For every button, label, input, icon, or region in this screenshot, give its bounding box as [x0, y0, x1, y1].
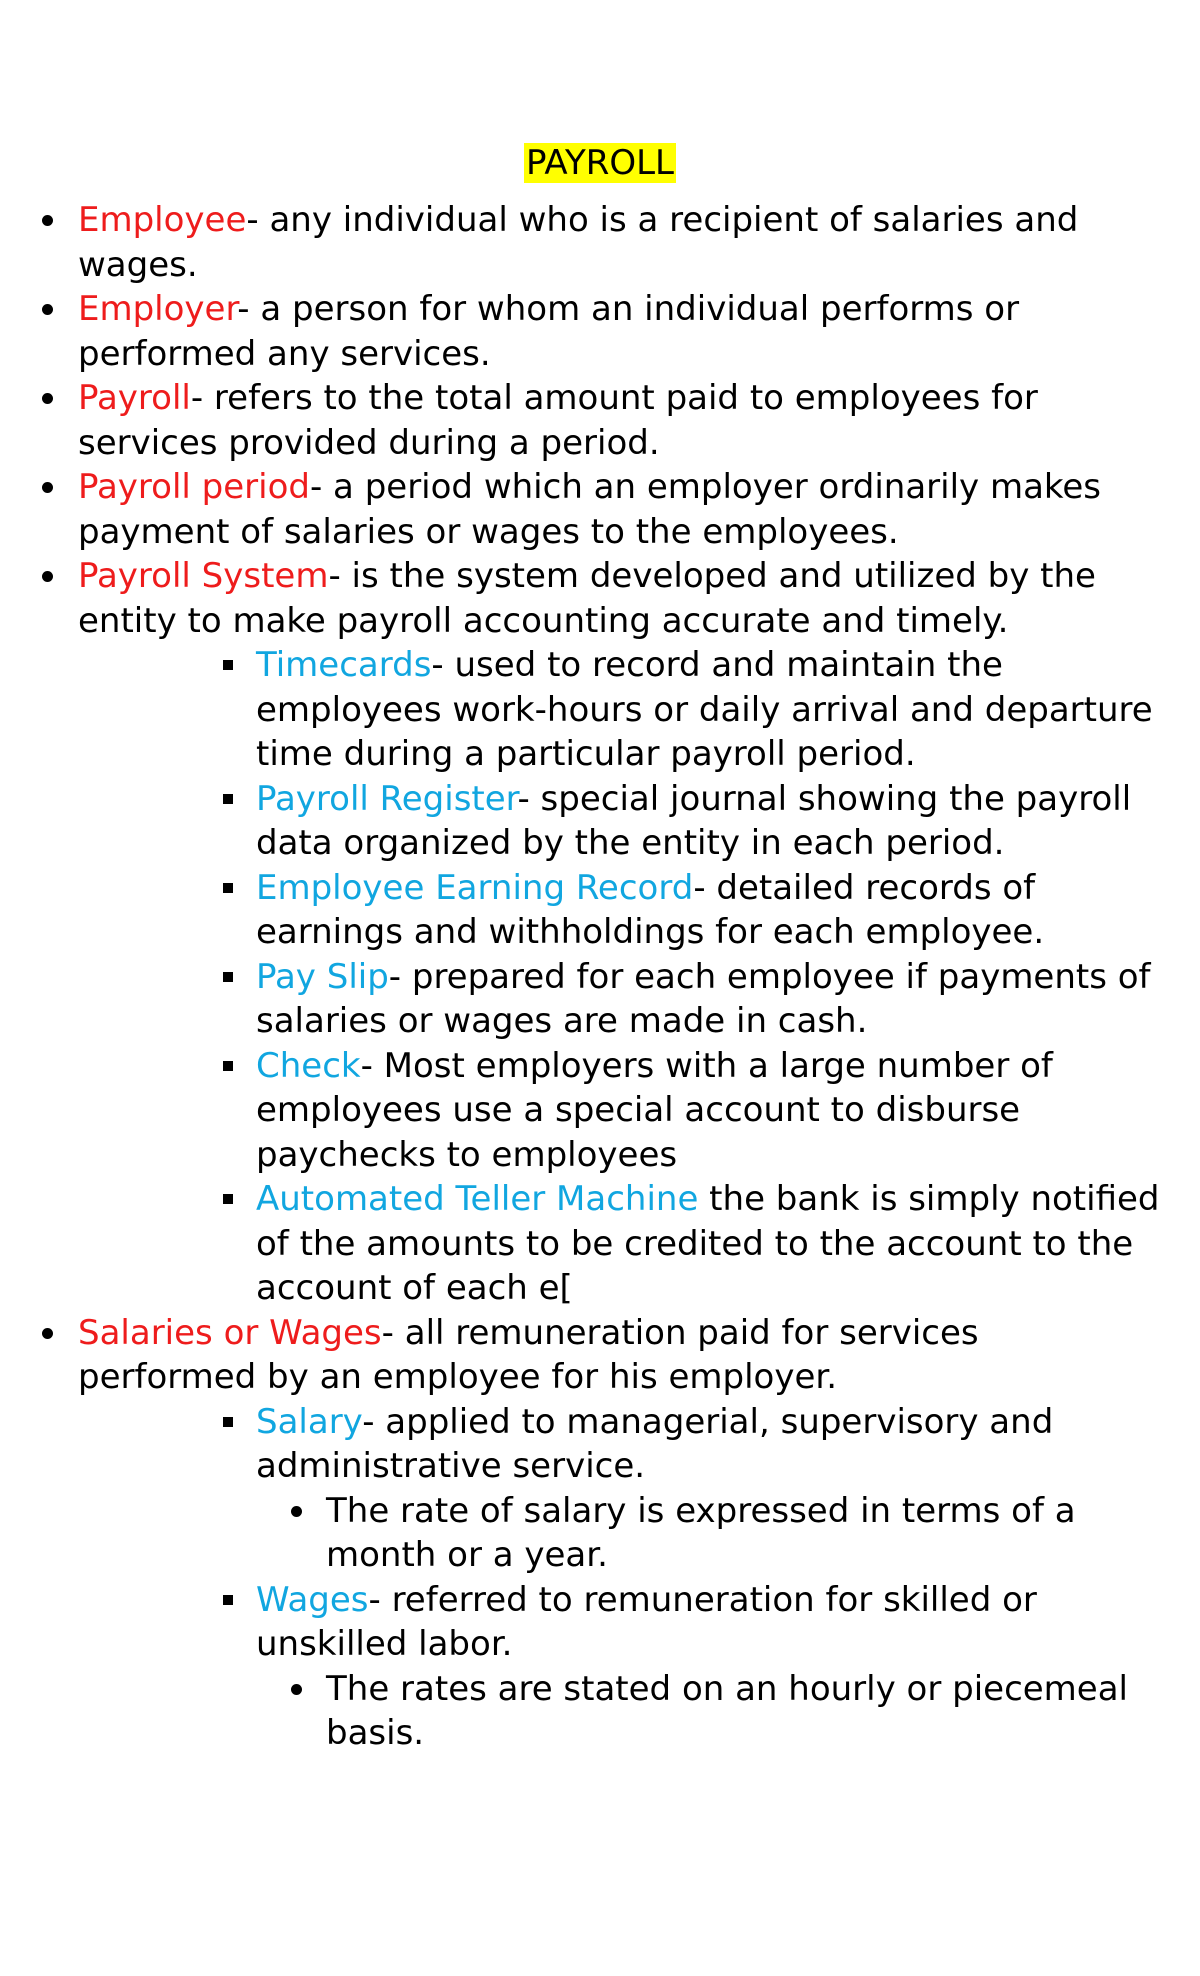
term-employee-earning-record: Employee Earning Record: [256, 867, 694, 908]
square-bullet-icon: [223, 1194, 233, 1204]
list-item-timecards: [0, 643, 1176, 777]
bullet-icon: [291, 1506, 302, 1517]
definition-employee: - any individual who is a recipient of salaries and wages.: [78, 200, 1079, 285]
note-wages-rate: The rates are stated on an hourly or piecemeal basis.: [326, 1668, 1129, 1753]
list-item-payroll-period: [0, 465, 1128, 554]
bullet-icon: [42, 571, 53, 582]
term-employee: Employee: [78, 200, 247, 240]
term-employer: Employer: [78, 289, 238, 329]
definition-check: - Most employers with a large number of employees use a special account to disburse paychecks to employees: [256, 1045, 1053, 1175]
definition-wages: - referred to remuneration for skilled or unskilled labor.: [256, 1579, 1037, 1664]
definition-payroll-system: - is the system developed and utilized by the entity to make payroll accounting accurate and timely.: [78, 556, 1096, 641]
square-bullet-icon: [223, 1595, 233, 1605]
list-item-check: [0, 1044, 1176, 1178]
square-bullet-icon: [223, 1061, 233, 1071]
definition-employee-earning-record: - detailed records of earnings and withholdings for each employee.: [256, 867, 1045, 952]
definition-payroll-period: - a period which an employer ordinarily makes payment of salaries or wages to the employees.: [78, 467, 1102, 552]
term-automated-teller-machine: Automated Teller Machine: [256, 1179, 699, 1219]
term-salaries-or-wages: Salaries or Wages: [78, 1312, 382, 1353]
bullet-icon: [42, 482, 53, 493]
definition-payroll: - refers to the total amount paid to employees for services provided during a period.: [78, 378, 1038, 463]
note-salary-rate: The rate of salary is expressed in terms of a month or a year.: [326, 1490, 1076, 1575]
list-item-payroll-system: [0, 554, 1128, 643]
term-pay-slip: Pay Slip: [256, 956, 389, 997]
list-item-wages-rate: [0, 1667, 1186, 1756]
term-wages: Wages: [256, 1579, 369, 1620]
definition-salaries-or-wages: - all remuneration paid for services performed by an employee for his employer.: [78, 1312, 979, 1397]
list-item-payroll: [0, 376, 1128, 465]
title-row: [0, 140, 1200, 186]
term-payroll-register: Payroll Register: [256, 778, 518, 819]
list-item-employee-earning-record: [0, 866, 1176, 955]
term-payroll: Payroll: [78, 378, 191, 418]
square-bullet-icon: [223, 972, 233, 982]
bullet-icon: [291, 1684, 302, 1695]
term-payroll-system: Payroll System: [78, 556, 329, 596]
list-item-salaries-or-wages: [0, 1311, 1128, 1400]
definition-payroll-register: - special journal showing the payroll data organized by the entity in each period.: [256, 778, 1132, 863]
list-item-salary: [0, 1400, 1176, 1489]
definition-employer: - a person for whom an individual performs or performed any services.: [78, 289, 1020, 374]
square-bullet-icon: [223, 660, 233, 670]
definition-salary: - applied to managerial, supervisory and administrative service.: [256, 1401, 1054, 1486]
definition-timecards: - used to record and maintain the employees work-hours or daily arrival and departure time during a particular payroll period.: [256, 645, 1153, 774]
list-item-pay-slip: [0, 955, 1176, 1044]
list-item-wages: [0, 1578, 1176, 1667]
term-timecards: Timecards: [256, 645, 432, 685]
bullet-icon: [42, 1328, 53, 1339]
square-bullet-icon: [223, 1417, 233, 1427]
definition-automated-teller-machine: the bank is simply notified of the amounts to be credited to the account to the account of each e[: [256, 1179, 1160, 1308]
bullet-icon: [42, 304, 53, 315]
term-payroll-period: Payroll period: [78, 467, 310, 507]
bullet-icon: [42, 215, 53, 226]
square-bullet-icon: [223, 794, 233, 804]
list-item-automated-teller-machine: [0, 1177, 1176, 1311]
list-item-employee: [0, 198, 1128, 287]
page-title: PAYROLL: [526, 143, 674, 183]
term-salary: Salary: [256, 1401, 363, 1442]
definition-pay-slip: - prepared for each employee if payments of salaries or wages are made in cash.: [256, 956, 1151, 1041]
list-item-employer: [0, 287, 1128, 376]
square-bullet-icon: [223, 883, 233, 893]
bullet-icon: [42, 393, 53, 404]
definition-list: [0, 198, 1200, 1756]
list-item-salary-rate: [0, 1489, 1186, 1578]
list-item-payroll-register: [0, 777, 1176, 866]
term-check: Check: [256, 1045, 361, 1086]
